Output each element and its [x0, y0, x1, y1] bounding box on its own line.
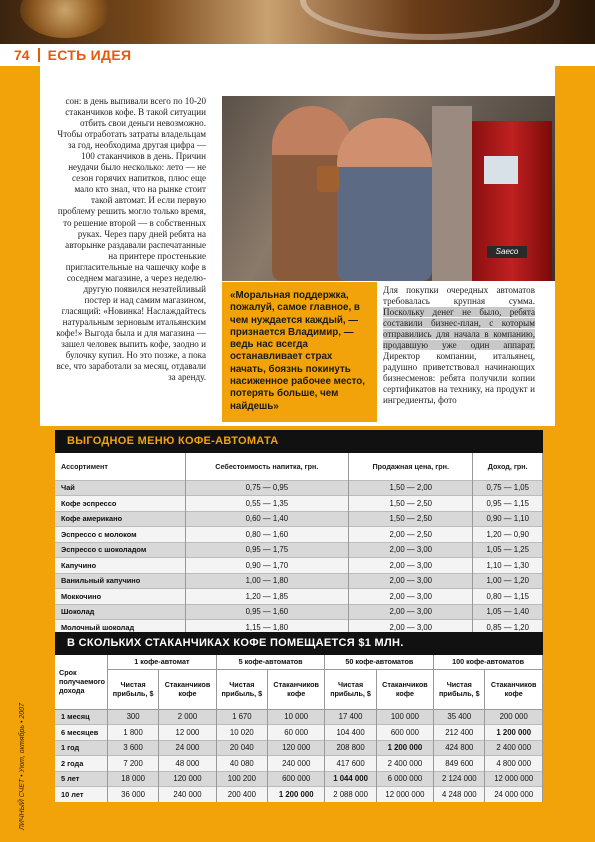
table-cell: 104 400 [325, 725, 376, 741]
table-cell: 2 124 000 [434, 771, 485, 787]
table-cell: 2 400 000 [485, 740, 543, 756]
table-cell: 24 000 000 [485, 787, 543, 803]
table-cell: 2 400 000 [376, 756, 434, 772]
table-cell: 12 000 000 [485, 771, 543, 787]
person-right [337, 118, 432, 281]
table-cell: 100 000 [376, 709, 434, 725]
machine-brand-label: Saeco [487, 246, 527, 258]
table-cell: 200 400 [216, 787, 267, 803]
row-label: Капучино [55, 558, 185, 574]
table-cell: 6 000 000 [376, 771, 434, 787]
table-cell: 1,00 — 1,80 [185, 573, 349, 589]
article-photo [222, 96, 555, 281]
table-cell: 1 200 000 [267, 787, 325, 803]
row-label: 1 год [55, 740, 107, 756]
table-cell: 0,55 — 1,35 [185, 496, 349, 512]
table-cell: 1 670 [216, 709, 267, 725]
table-row [55, 589, 543, 605]
table-cell: 1 044 000 [325, 771, 376, 787]
table-cell: 2,00 — 3,00 [349, 542, 473, 558]
table-cell: 0,85 — 1,20 [473, 620, 543, 636]
table-cell: 600 000 [376, 725, 434, 741]
coffee-cup-shape [317, 166, 339, 192]
pull-quote: «Моральная поддержка, пожалуй, самое главное, в чем нуждается каждый, — признается Владимир, — ведь нас всегда останавливает страх начать, боязнь покинуть насиженное рабочее место, потерять больше, чем найдешь» [222, 282, 377, 422]
subheader: Чистая прибыль, $ [434, 669, 485, 709]
column-header: Продажная цена, грн. [349, 453, 473, 480]
article-column-1: сон: в день выпивали всего по 10-20 стаканчиков кофе. В такой ситуации отбить свои деньги невозможно. Чтобы отработать затраты владельцам за год, необходима другая цифра — 100 стаканчиков в день. Причин неудачи было несколько: лето — не сезон горячих напитков, плюс еще мало кто знал, что на рынке стоит такой автомат. И если первую проблему решить могло только время, то решение второй — в собственных руках. Через пару дней ребята на авторынке раздавали распечатанные на принтере простенькие пригласительные на чашечку кофе в соседнем магазине, а через неделю-другую появился незатейливый постер и над самим магазином, гласящий: «Новинка! Наслаждайтесь натуральным зерновым итальянским кофе!» Выгода была и для магазина — зашел человек выпить кофе, заодно и булочку купил. Но это позже, а пока все, что заработали за месяц, отдавали за аренду. [56, 96, 206, 383]
table-cell: 0,95 — 1,15 [473, 496, 543, 512]
row-label: 10 лет [55, 787, 107, 803]
group-header: 100 кофе-автоматов [434, 655, 543, 669]
table-row [55, 771, 543, 787]
article-column-2 [383, 285, 535, 407]
cabinet-shape [432, 106, 472, 281]
table-row [55, 756, 543, 772]
table-row [55, 787, 543, 803]
row-label: Эспрессо с шоколадом [55, 542, 185, 558]
table-cell: 1,50 — 2,50 [349, 511, 473, 527]
group-header: 50 кофе-автоматов [325, 655, 434, 669]
table-row [55, 542, 543, 558]
table-cell: 2 000 [159, 709, 217, 725]
table-cell: 1,20 — 1,85 [185, 589, 349, 605]
table-cell: 18 000 [107, 771, 158, 787]
subheader: Чистая прибыль, $ [107, 669, 158, 709]
row-label: 1 месяц [55, 709, 107, 725]
column-header: Доход, грн. [473, 453, 543, 480]
table-cell: 2,00 — 3,00 [349, 604, 473, 620]
table-cell: 0,95 — 1,60 [185, 604, 349, 620]
row-label: Шоколад [55, 604, 185, 620]
subheader: Стаканчиков кофе [376, 669, 434, 709]
table-cell: 2,00 — 3,00 [349, 558, 473, 574]
table-cell: 212 400 [434, 725, 485, 741]
magazine-sidebar [14, 630, 28, 830]
row-label: Молочный шоколад [55, 620, 185, 636]
subheader: Стаканчиков кофе [159, 669, 217, 709]
table-row [55, 511, 543, 527]
table-cell: 20 040 [216, 740, 267, 756]
table-cell: 208 800 [325, 740, 376, 756]
row-label: Эспрессо с молоком [55, 527, 185, 543]
table-cell: 60 000 [267, 725, 325, 741]
table-cell: 3 600 [107, 740, 158, 756]
table-cell: 35 400 [434, 709, 485, 725]
group-header: 1 кофе-автомат [107, 655, 216, 669]
table-cell: 240 000 [159, 787, 217, 803]
machine-screen [484, 156, 518, 184]
table-group-header-row [55, 655, 543, 669]
table-cell: 1,10 — 1,30 [473, 558, 543, 574]
table-subheader-row [55, 669, 543, 709]
header-divider [38, 48, 40, 62]
table-cell: 4 800 000 [485, 756, 543, 772]
million-cups-table [55, 655, 543, 802]
table-cell: 2 088 000 [325, 787, 376, 803]
coffee-dial-graphic [20, 0, 110, 38]
row-label: Чай [55, 480, 185, 496]
table-cell: 600 000 [267, 771, 325, 787]
table-cell: 2,00 — 2,50 [349, 527, 473, 543]
table-cell: 0,80 — 1,15 [473, 589, 543, 605]
table-row [55, 740, 543, 756]
table-cell: 0,75 — 0,95 [185, 480, 349, 496]
table-row [55, 709, 543, 725]
table-cell: 120 000 [159, 771, 217, 787]
subheader: Стаканчиков кофе [267, 669, 325, 709]
million-cups-table-block [55, 632, 543, 802]
table-cell: 849 600 [434, 756, 485, 772]
table-cell: 10 020 [216, 725, 267, 741]
col2-text-before: Для покупки очередных автоматов требовалась крупная сумма. [383, 285, 535, 307]
million-cups-table-title: В СКОЛЬКИХ СТАКАНЧИКАХ КОФЕ ПОМЕЩАЕТСЯ $1 МЛН. [55, 632, 543, 655]
row-label: Моккочино [55, 589, 185, 605]
column-header: Себестоимость напитка, грн. [185, 453, 349, 480]
coffee-menu-table [55, 453, 543, 635]
subheader: Чистая прибыль, $ [325, 669, 376, 709]
table-cell: 4 248 000 [434, 787, 485, 803]
table-cell: 424 800 [434, 740, 485, 756]
page-number: 74 [14, 47, 30, 63]
table-cell: 0,90 — 1,10 [473, 511, 543, 527]
row-label: Кофе американо [55, 511, 185, 527]
table-cell: 1,00 — 1,20 [473, 573, 543, 589]
page-header [0, 44, 595, 66]
table-cell: 12 000 000 [376, 787, 434, 803]
top-banner-photo [0, 0, 595, 44]
table-header-row [55, 453, 543, 480]
table-row [55, 496, 543, 512]
table-cell: 17 400 [325, 709, 376, 725]
table-cell: 0,80 — 1,60 [185, 527, 349, 543]
sidebar-text: ЛИЧНЫЙ СЧЕТ • Уют, октябрь • 2007 [19, 703, 26, 830]
table-cell: 200 000 [485, 709, 543, 725]
table-cell: 48 000 [159, 756, 217, 772]
row-label: Ванильный капучино [55, 573, 185, 589]
subheader: Чистая прибыль, $ [216, 669, 267, 709]
row-label: Кофе эспрессо [55, 496, 185, 512]
section-title: ЕСТЬ ИДЕЯ [47, 47, 132, 63]
arc-graphic [300, 0, 560, 40]
table-cell: 300 [107, 709, 158, 725]
table-cell: 2,00 — 3,00 [349, 573, 473, 589]
table-cell: 0,90 — 1,70 [185, 558, 349, 574]
table-cell: 0,75 — 1,05 [473, 480, 543, 496]
table-cell: 1 800 [107, 725, 158, 741]
coffee-menu-table-title: ВЫГОДНОЕ МЕНЮ КОФЕ-АВТОМАТА [55, 430, 543, 453]
table-cell: 40 080 [216, 756, 267, 772]
table-row [55, 725, 543, 741]
table-row [55, 573, 543, 589]
col2-highlighted-text: Поскольку денег не было, ребята составили бизнес-план, с которым отправились для начала в компанию, продавшую уже один аппарат. [383, 307, 535, 351]
table-cell: 1,20 — 0,90 [473, 527, 543, 543]
table-row [55, 480, 543, 496]
table-cell: 24 000 [159, 740, 217, 756]
subheader: Стаканчиков кофе [485, 669, 543, 709]
table-cell: 1,05 — 1,40 [473, 604, 543, 620]
table-cell: 1,50 — 2,50 [349, 496, 473, 512]
million-cups-table-body [55, 709, 543, 802]
table-cell: 417 600 [325, 756, 376, 772]
table-cell: 2,00 — 3,00 [349, 589, 473, 605]
table-cell: 240 000 [267, 756, 325, 772]
table-cell: 1,05 — 1,25 [473, 542, 543, 558]
col2-text-after: Директор компании, итальянец, радушно приветствовал начинающих бизнесменов: ребята получили копии сертификатов на технику, на продукт и ингредиенты, фото [383, 351, 535, 406]
group-header: 5 кофе-автоматов [216, 655, 325, 669]
table-cell: 1,15 — 1,80 [185, 620, 349, 636]
table-cell: 100 200 [216, 771, 267, 787]
table-row [55, 604, 543, 620]
table-cell: 0,60 — 1,40 [185, 511, 349, 527]
table-cell: 1,50 — 2,00 [349, 480, 473, 496]
table-cell: 1 200 000 [485, 725, 543, 741]
table-row [55, 558, 543, 574]
table-row [55, 527, 543, 543]
table-cell: 1 200 000 [376, 740, 434, 756]
coffee-menu-table-block [55, 430, 543, 635]
table-cell: 120 000 [267, 740, 325, 756]
table-cell: 2,00 — 3,00 [349, 620, 473, 636]
column-header: Ассортимент [55, 453, 185, 480]
row-label: 2 года [55, 756, 107, 772]
table-cell: 10 000 [267, 709, 325, 725]
period-header: Срок получаемого дохода [55, 655, 107, 709]
row-label: 6 месяцев [55, 725, 107, 741]
table-cell: 12 000 [159, 725, 217, 741]
table-cell: 0,95 — 1,75 [185, 542, 349, 558]
table-cell: 36 000 [107, 787, 158, 803]
coffee-menu-table-body [55, 480, 543, 635]
row-label: 5 лет [55, 771, 107, 787]
table-cell: 7 200 [107, 756, 158, 772]
